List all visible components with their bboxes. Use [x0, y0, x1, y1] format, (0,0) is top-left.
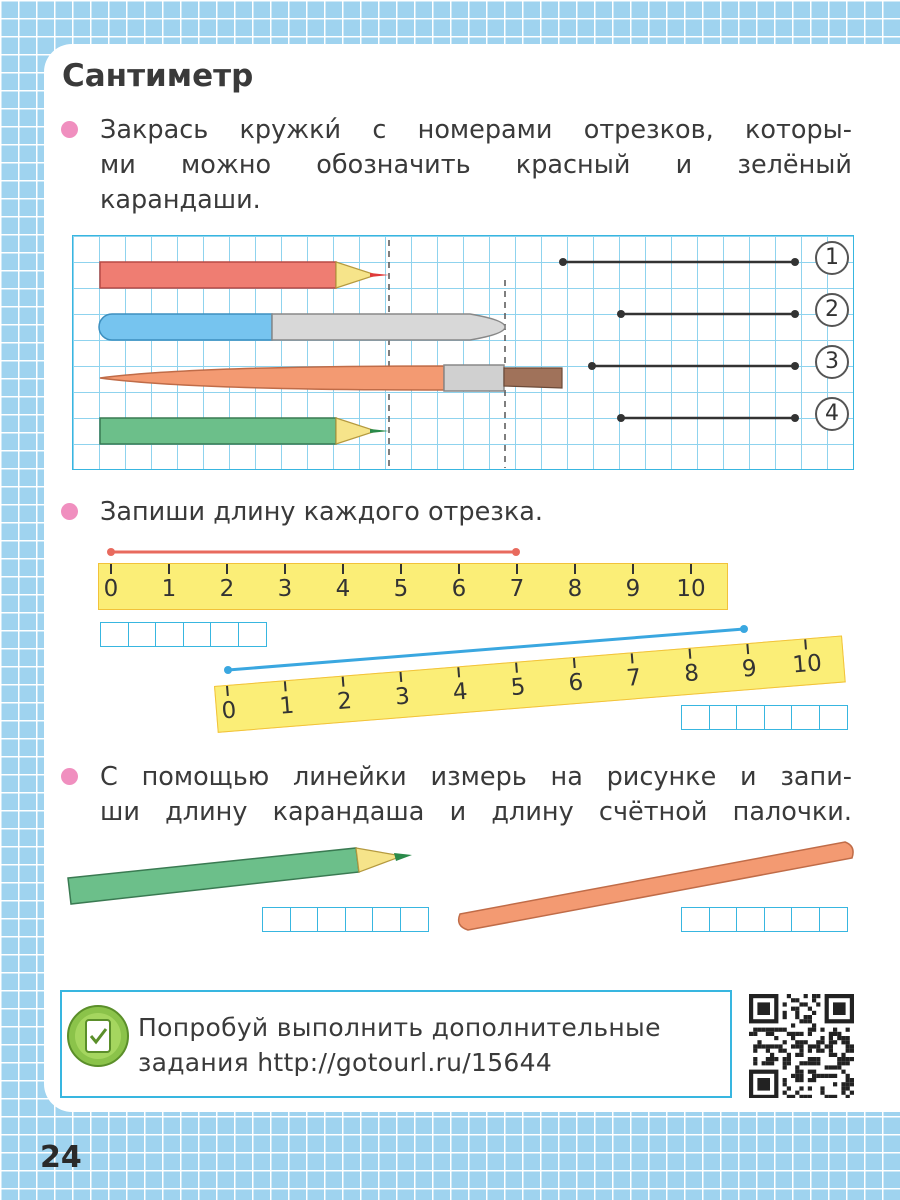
answer-boxes-stick[interactable]: [681, 907, 846, 932]
segment-number-circle-2[interactable]: 2: [815, 293, 849, 327]
ruler-tick-label: 5: [393, 576, 409, 602]
task1-line2: ми можно обозначить красный и зелёный: [100, 150, 852, 180]
ruler-tick-label: 0: [220, 697, 238, 725]
answer-cell[interactable]: [372, 907, 401, 932]
answer-cell[interactable]: [764, 907, 793, 932]
answer-cell[interactable]: [736, 907, 765, 932]
ruler-tick-label: 7: [625, 664, 643, 692]
answer-cell[interactable]: [819, 907, 848, 932]
answer-cell[interactable]: [681, 907, 710, 932]
hint-line1: Попробуй выполнить дополнительные: [138, 1013, 661, 1042]
answer-cell[interactable]: [709, 907, 738, 932]
page-number: 24: [40, 1140, 82, 1175]
ruler-tick-label: 4: [451, 678, 469, 706]
ruler-tick-label: 10: [791, 650, 823, 679]
segment-number-circle-1[interactable]: 1: [815, 241, 849, 275]
green-pencil-tilted: [68, 848, 412, 904]
segment-number-circle-4[interactable]: 4: [815, 397, 849, 431]
ruler-tick-label: 10: [676, 576, 706, 602]
extra-tasks-box: [60, 990, 732, 1098]
ruler-tick-label: 8: [683, 660, 700, 688]
task1-line3: карандаши.: [100, 185, 261, 215]
answer-cell[interactable]: [791, 907, 820, 932]
hint-link[interactable]: задания http://gotourl.ru/15644: [138, 1048, 553, 1077]
task3-line2: ши длину карандаша и длину счётной палочки.: [100, 797, 852, 827]
ruler-tick-label: 2: [336, 688, 354, 716]
tablet-check-icon: [66, 1004, 130, 1068]
ruler-tick-label: 6: [567, 669, 585, 697]
answer-cell[interactable]: [317, 907, 346, 932]
ruler-tick-label: 8: [567, 576, 583, 602]
ruler-tick-label: 6: [451, 576, 467, 602]
task2-text: Запиши длину каждого отрезка.: [100, 497, 543, 527]
ruler-tick-label: 7: [509, 576, 525, 602]
answer-boxes-pencil[interactable]: [262, 907, 427, 932]
ruler-tick-label: 2: [219, 576, 235, 602]
ruler-tick-label: 9: [625, 576, 641, 602]
answer-cell[interactable]: [262, 907, 291, 932]
qr-code[interactable]: [745, 992, 861, 1098]
answer-cell[interactable]: [400, 907, 429, 932]
hint-text: [138, 1010, 661, 1080]
answer-cell[interactable]: [345, 907, 374, 932]
ruler-tick-label: 3: [394, 683, 411, 711]
segment-number-circle-3[interactable]: 3: [815, 345, 849, 379]
answer-cell[interactable]: [290, 907, 319, 932]
task3-line1: С помощью линейки измерь на рисунке и запи-: [100, 762, 852, 792]
ruler-tick-label: 5: [509, 674, 527, 702]
page-title: Сантиметр: [62, 58, 254, 94]
ruler-tick-label: 3: [277, 576, 293, 602]
task1-line1: Закрась кружки́ с номерами отрезков, которы-: [100, 115, 852, 145]
ruler-tick-label: 4: [335, 576, 351, 602]
ruler-tick-label: 9: [741, 655, 758, 683]
ruler-tick-label: 1: [161, 576, 177, 602]
ruler-tick-label: 1: [278, 692, 296, 720]
ruler-tick-label: 0: [103, 576, 119, 602]
